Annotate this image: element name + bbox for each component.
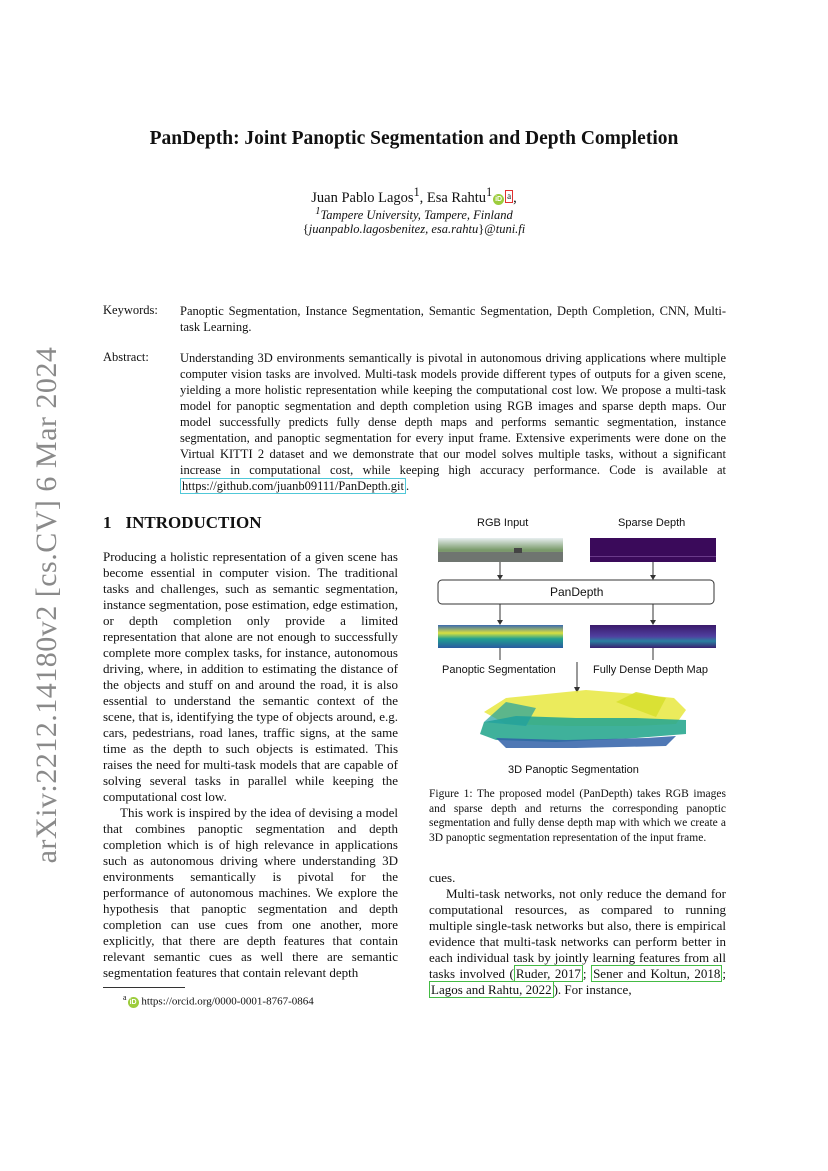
email-brace: {	[302, 222, 309, 236]
fig-label-rgb: RGB Input	[477, 517, 529, 529]
fig-label-pandepth: PanDepth	[550, 585, 604, 599]
author-line	[0, 185, 828, 207]
author-affil-sup: 1	[413, 185, 420, 199]
panoptic-seg-image	[438, 625, 563, 648]
paragraph-text: Multi-task networks, not only reduce the demand for computational resources, as compared to running multiple single-task networks but also, there is empirical evidence that multi-task networks can perform better in each individual task by jointly learning features from all tasks involved (	[429, 886, 726, 981]
abstract-body	[180, 350, 726, 494]
keywords-text: Panoptic Segmentation, Instance Segmentation, Semantic Segmentation, Depth Completion, CNN, Multi-task Learning.	[180, 304, 726, 334]
intro-left-column	[103, 549, 398, 981]
figure-diagram	[436, 512, 726, 782]
orcid-icon: iD	[129, 998, 137, 1006]
abstract-label: Abstract:	[103, 350, 149, 364]
citation-sep: ;	[582, 966, 592, 981]
fig-label-3d: 3D Panoptic Segmentation	[508, 764, 639, 776]
code-link[interactable]: https://github.com/juanb09111/PanDepth.git	[182, 479, 404, 493]
figure-caption: Figure 1: The proposed model (PanDepth) takes RGB images and sparse depth and returns the corresponding panoptic segmentation and fully dense depth map with which we create a 3D panoptic segmentation representation of the input frame.	[429, 788, 726, 844]
fig-label-dense: Fully Dense Depth Map	[593, 664, 708, 676]
3d-panoptic-image	[480, 690, 686, 748]
email-names: juanpablo.lagosbenitez, esa.rahtu	[308, 222, 479, 236]
abstract-end: .	[405, 479, 410, 493]
fig-label-panoptic: Panoptic Segmentation	[442, 664, 556, 676]
fig-label-sparse: Sparse Depth	[618, 517, 686, 529]
footnote-mark: a	[123, 993, 127, 1002]
intro-paragraph: This work is inspired by the idea of devising a model that combines panoptic segmentation and depth completion which is of high relevance in applications such as autonomous driving where understanding 3D environments semantically is pivotal for the performance of autonomous machines. We explore the hypothesis that panoptic segmentation and depth completion can use cues from one another, more explicitly, that there are depth features that contain relevant semantic cues as well there are semantic segmentation features that contain relevant depth	[103, 805, 398, 980]
footnote-rule	[103, 987, 185, 988]
author-separator: ,	[419, 189, 427, 206]
affiliation-sup: 1	[315, 206, 321, 217]
footnote	[123, 993, 314, 1008]
email-line	[0, 222, 828, 237]
orcid-icon[interactable]: iD	[495, 195, 503, 203]
citation-link[interactable]: Ruder, 2017	[515, 966, 581, 981]
affiliation	[0, 206, 828, 223]
arxiv-id: arXiv:2212.14180v2 [cs.CV] 6 Mar 2024	[30, 346, 63, 864]
keywords-label: Keywords:	[103, 303, 158, 317]
figure-1	[436, 512, 726, 782]
author-name: Juan Pablo Lagos	[311, 189, 414, 206]
continued-text: cues.	[429, 870, 456, 885]
intro-right-column	[429, 870, 726, 998]
affiliation-text: Tampere University, Tampere, Finland	[320, 208, 513, 223]
section-number: 1	[103, 513, 112, 532]
footnote-link[interactable]: a	[507, 190, 512, 201]
citation-sep: ;	[722, 966, 726, 981]
abstract-text: Understanding 3D environments semantically is pivotal in autonomous driving applications where multiple computer vision tasks are involved. Multi-task models provide different types of outputs for a given scene, yielding a more holistic representation while keeping the computational cost low. We propose a multi-task model for panoptic segmentation and depth completion using RGB images and sparse depth maps. Our model successfully predicts fully dense depth maps and performs semantic segmentation, instance segmentation, and panoptic segmentation for every input frame. Extensive experiments were done on the Virtual KITTI 2 dataset and we demonstrate that our model solves multiple tasks, without a significant increase in computational cost, while keeping high accuracy performance. Code is available at	[180, 351, 726, 477]
dense-depth-image	[590, 625, 716, 648]
arxiv-watermark	[22, 346, 72, 864]
email-brace: }@	[478, 222, 496, 236]
author-affil-sup: 1	[486, 185, 493, 199]
section-title: INTRODUCTION	[125, 513, 262, 532]
author-name: Esa Rahtu	[426, 189, 487, 206]
section-heading	[103, 513, 262, 533]
citation-link[interactable]: Sener and Koltun, 2018	[593, 966, 721, 981]
paper-title: PanDepth: Joint Panoptic Segmentation and Depth Completion	[149, 128, 679, 149]
citation-link[interactable]: Lagos and Rahtu, 2022	[431, 982, 552, 997]
sparse-depth-image	[590, 538, 716, 562]
email-domain: tuni.fi	[495, 222, 526, 236]
author-trailing: ,	[513, 189, 517, 206]
intro-paragraph	[429, 886, 726, 998]
paragraph-end: ). For instance,	[553, 982, 632, 997]
footnote-orcid-url[interactable]: https://orcid.org/0000-0001-8767-0864	[141, 995, 314, 1008]
intro-paragraph: Producing a holistic representation of a given scene has become essential in computer vision. The traditional tasks and challenges, such as semantic segmentation, instance segmentation, pose estimation, edge estimation, or depth completion only provide a limited representation that alone are not enough to successfully complete more complex tasks, for instance, autonomous driving, where, in addition to estimating the distance of the objects and stuff on and around the road, it is also essential to understand the semantic context of the scene, that is, identifying the type of objects around, e.g. cars, pedestrians, road lanes, traffic signs, at the same time as the depth to such objects is estimated. This raises the need for multi-task models that are capable of solving several tasks in parallel while keeping the computational cost low.	[103, 549, 398, 804]
